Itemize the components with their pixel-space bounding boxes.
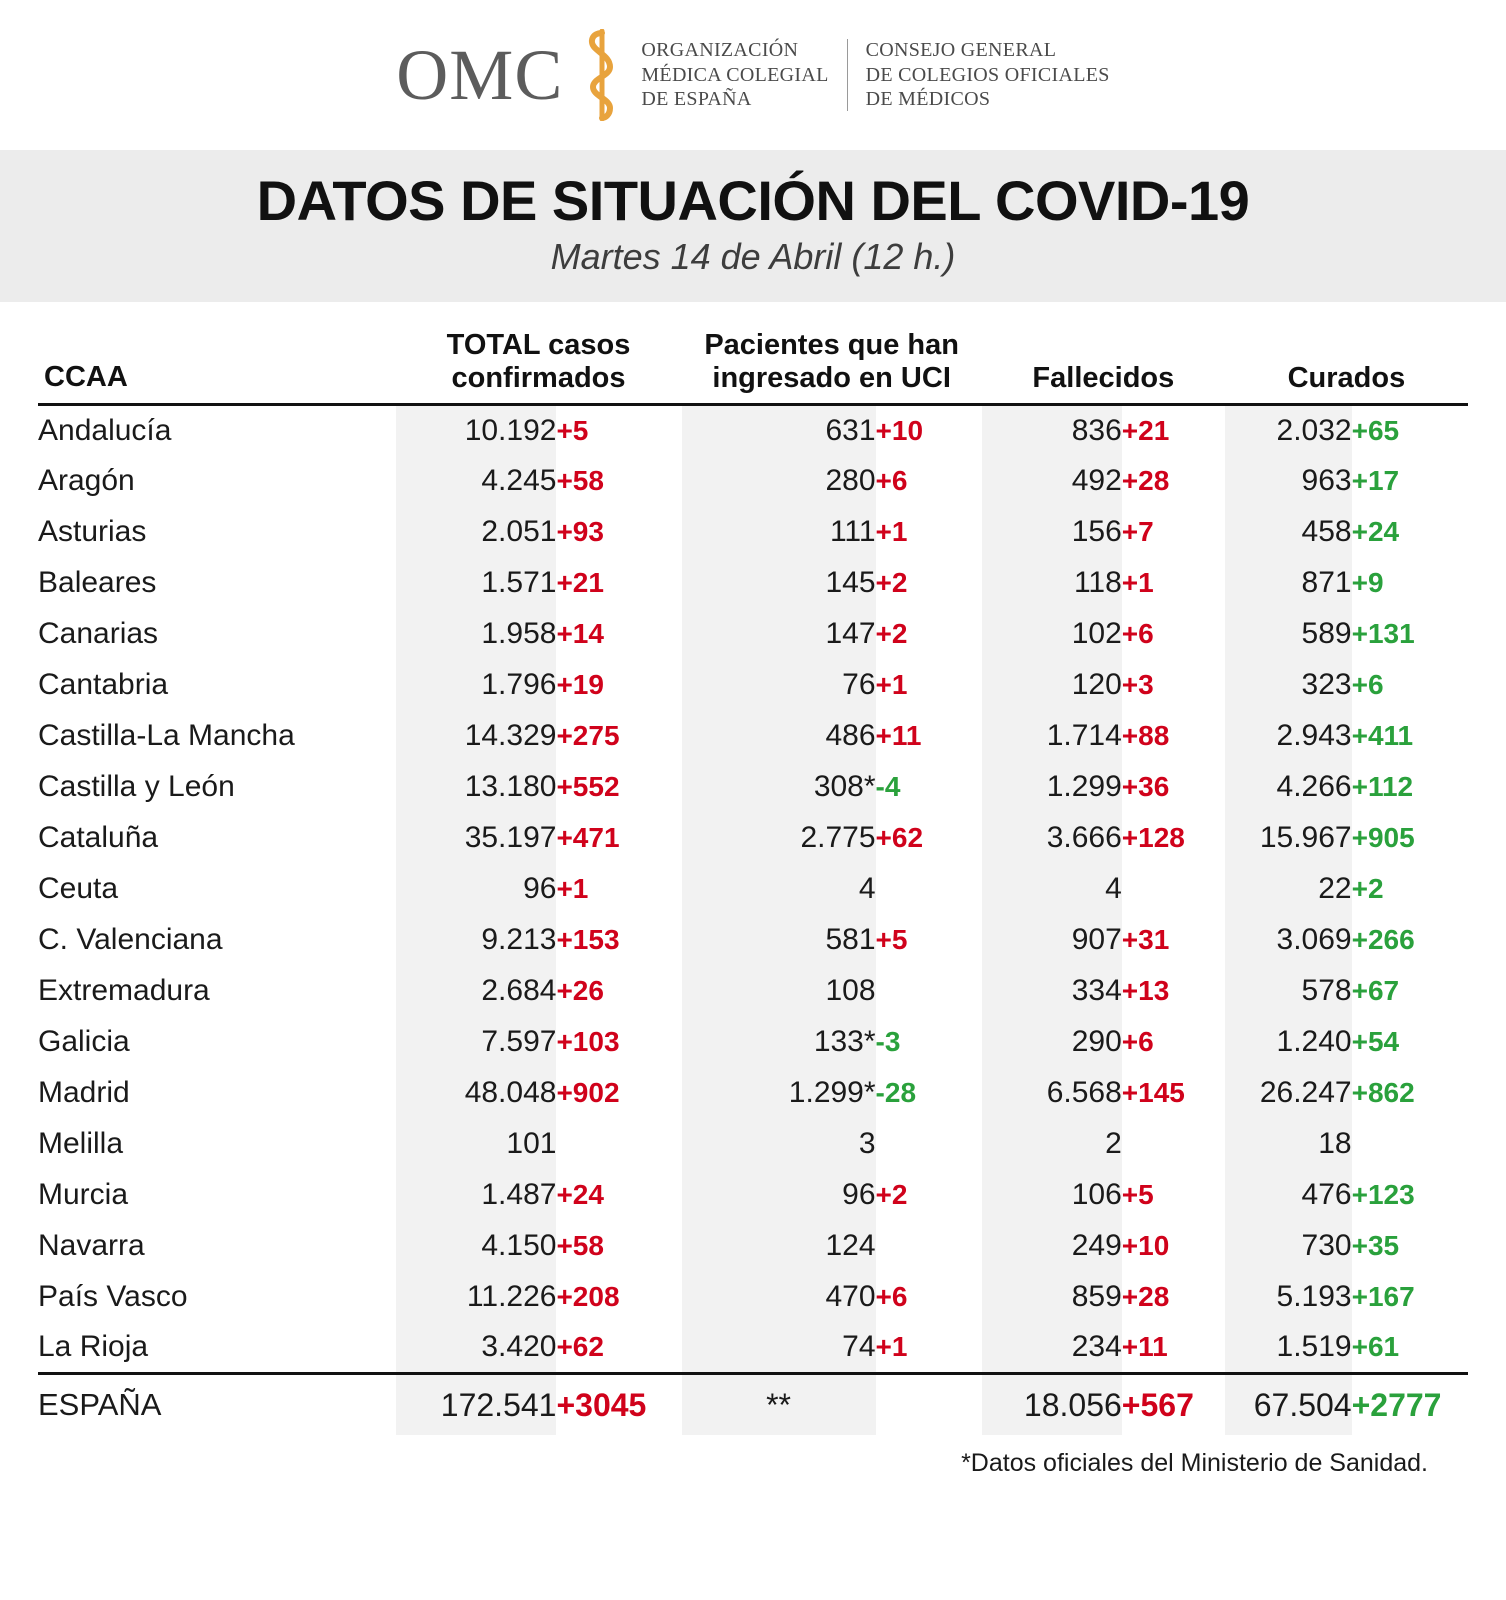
table-row [38, 914, 1468, 965]
row-recovered: 15.967 [1225, 812, 1352, 863]
total-cases-delta: +3045 [556, 1373, 681, 1435]
row-recovered: 963 [1225, 455, 1352, 506]
row-region-name: Castilla y León [38, 769, 235, 803]
column-header-uci [682, 328, 982, 400]
row-region-name: Galicia [38, 1024, 130, 1058]
row-recovered-delta: +54 [1351, 1025, 1400, 1057]
table-footnote: *Datos oficiales del Ministerio de Sanidad. [961, 1449, 1428, 1478]
table-row [38, 1118, 1468, 1169]
row-total-delta: +24 [556, 1178, 604, 1210]
row-total-delta: +902 [556, 1076, 620, 1108]
row-uci: 108 [682, 965, 876, 1016]
table-row [38, 455, 1468, 506]
logo-divider [847, 39, 848, 111]
row-uci: 2.775 [682, 812, 876, 863]
row-total-delta: +208 [556, 1280, 620, 1312]
row-recovered-delta: +411 [1351, 719, 1414, 751]
row-region-name: Asturias [38, 514, 147, 548]
row-recovered: 476 [1225, 1169, 1352, 1220]
row-recovered-delta: +131 [1351, 617, 1415, 649]
row-uci: 111 [682, 506, 876, 557]
row-deaths: 120 [982, 659, 1122, 710]
row-recovered: 458 [1225, 506, 1352, 557]
row-recovered-delta: +17 [1351, 464, 1400, 496]
row-deaths-delta [1122, 863, 1225, 914]
row-deaths-delta: +36 [1121, 770, 1170, 802]
total-deaths-delta: +567 [1122, 1373, 1225, 1435]
row-total-cases: 4.245 [396, 455, 557, 506]
row-total-cases: 11.226 [396, 1271, 557, 1322]
row-uci-delta: +10 [875, 414, 924, 446]
row-deaths: 249 [982, 1220, 1122, 1271]
row-uci-delta: +11 [875, 719, 922, 751]
row-uci-delta: -4 [875, 770, 901, 802]
row-deaths-delta: +28 [1121, 1280, 1170, 1312]
row-deaths-delta: +1 [1121, 566, 1154, 598]
row-region-name: Melilla [38, 1126, 124, 1160]
total-recovered: 67.504 [1225, 1373, 1352, 1435]
row-deaths: 106 [982, 1169, 1122, 1220]
row-recovered: 3.069 [1225, 914, 1352, 965]
row-uci: 74 [682, 1322, 876, 1373]
row-recovered-delta: +266 [1351, 923, 1415, 955]
row-uci: 470 [682, 1271, 876, 1322]
table-header-row [38, 328, 1468, 400]
row-recovered-delta: +905 [1351, 821, 1415, 853]
row-recovered: 1.519 [1225, 1322, 1352, 1373]
row-recovered: 18 [1225, 1118, 1352, 1169]
row-region-name: Andalucía [38, 413, 172, 447]
table-row [38, 404, 1468, 455]
row-total-cases: 48.048 [396, 1067, 557, 1118]
row-total-delta: +14 [556, 617, 604, 649]
table-total-row [38, 1373, 1468, 1435]
row-total-delta: +552 [556, 770, 620, 802]
row-total-delta: +5 [556, 414, 589, 446]
total-label: ESPAÑA [38, 1373, 396, 1435]
row-uci: 124 [682, 1220, 876, 1271]
caduceus-icon [579, 29, 625, 121]
table-row [38, 1322, 1468, 1373]
row-uci-delta: +6 [875, 464, 908, 496]
row-total-delta: +471 [556, 821, 620, 853]
table-row [38, 506, 1468, 557]
row-deaths: 3.666 [982, 812, 1122, 863]
row-uci-delta [876, 1220, 982, 1271]
row-deaths-delta: +10 [1121, 1229, 1170, 1261]
row-total-delta: +93 [556, 515, 604, 547]
row-total-cases: 101 [396, 1118, 557, 1169]
omc-logo [396, 29, 1109, 121]
row-recovered-delta: +9 [1351, 566, 1384, 598]
table-row [38, 659, 1468, 710]
row-total-cases: 4.150 [396, 1220, 557, 1271]
row-recovered: 323 [1225, 659, 1352, 710]
row-recovered-delta: +35 [1351, 1229, 1400, 1261]
org-right-line2: DE COLEGIOS OFICIALES [865, 63, 1110, 86]
row-recovered: 2.032 [1225, 404, 1352, 455]
row-uci: 133* [682, 1016, 876, 1067]
row-deaths-delta: +128 [1121, 821, 1185, 853]
row-deaths: 234 [982, 1322, 1122, 1373]
row-uci: 1.299* [682, 1067, 876, 1118]
row-deaths-delta: +11 [1121, 1331, 1168, 1363]
table-row [38, 812, 1468, 863]
column-header-fallecidos: Fallecidos [1032, 361, 1175, 394]
row-recovered-delta: +862 [1351, 1076, 1415, 1108]
row-total-cases: 13.180 [396, 761, 557, 812]
total-recovered-delta: +2777 [1352, 1373, 1468, 1435]
row-uci-delta: +5 [875, 923, 908, 955]
row-deaths: 334 [982, 965, 1122, 1016]
column-header-total [396, 328, 682, 400]
total-cases: 172.541 [396, 1373, 557, 1435]
row-recovered-delta: +123 [1351, 1178, 1415, 1210]
row-deaths: 836 [982, 404, 1122, 455]
row-uci: 76 [682, 659, 876, 710]
row-region-name: La Rioja [38, 1330, 149, 1364]
row-deaths-delta: +21 [1121, 414, 1170, 446]
row-deaths-delta: +6 [1121, 617, 1154, 649]
row-total-cases: 10.192 [396, 404, 557, 455]
row-deaths: 102 [982, 608, 1122, 659]
row-recovered-delta: +24 [1351, 515, 1400, 547]
row-uci-delta [876, 1118, 982, 1169]
row-region-name: Murcia [38, 1177, 129, 1211]
row-total-cases: 9.213 [396, 914, 557, 965]
row-deaths: 156 [982, 506, 1122, 557]
row-deaths: 290 [982, 1016, 1122, 1067]
covid-data-table [38, 328, 1468, 1435]
row-uci: 145 [682, 557, 876, 608]
row-uci-delta: +6 [875, 1280, 908, 1312]
row-deaths-delta [1122, 1118, 1225, 1169]
row-total-cases: 2.684 [396, 965, 557, 1016]
row-uci-delta: -28 [875, 1076, 917, 1108]
row-recovered: 730 [1225, 1220, 1352, 1271]
row-uci: 96 [682, 1169, 876, 1220]
row-region-name: Baleares [38, 565, 157, 599]
row-region-name: Cataluña [38, 820, 159, 854]
table-body [38, 404, 1468, 1435]
row-uci: 4 [682, 863, 876, 914]
row-total-cases: 1.796 [396, 659, 557, 710]
row-region-name: Castilla-La Mancha [38, 718, 295, 752]
table-row [38, 710, 1468, 761]
row-deaths: 492 [982, 455, 1122, 506]
row-recovered: 578 [1225, 965, 1352, 1016]
table-row [38, 965, 1468, 1016]
column-header-uci-line2: ingresado en UCI [712, 361, 951, 394]
row-deaths-delta: +13 [1121, 974, 1170, 1006]
row-uci-delta: +1 [875, 668, 908, 700]
org-left-line1: ORGANIZACIÓN [641, 39, 799, 62]
row-recovered: 26.247 [1225, 1067, 1352, 1118]
row-total-cases: 3.420 [396, 1322, 557, 1373]
table-row [38, 1016, 1468, 1067]
page-subtitle: Martes 14 de Abril (12 h.) [550, 235, 956, 277]
total-deaths: 18.056 [982, 1373, 1122, 1435]
row-deaths: 2 [982, 1118, 1122, 1169]
row-deaths-delta: +6 [1121, 1025, 1154, 1057]
row-total-delta: +103 [556, 1025, 620, 1057]
row-recovered: 1.240 [1225, 1016, 1352, 1067]
row-region-name: Extremadura [38, 973, 210, 1007]
logo-header [0, 0, 1506, 150]
row-deaths-delta: +145 [1121, 1076, 1185, 1108]
row-recovered: 589 [1225, 608, 1352, 659]
row-recovered: 22 [1225, 863, 1352, 914]
row-deaths: 4 [982, 863, 1122, 914]
row-uci-delta: -3 [875, 1025, 901, 1057]
row-total-cases: 7.597 [396, 1016, 557, 1067]
row-uci-delta: +2 [875, 617, 908, 649]
row-region-name: Canarias [38, 616, 159, 650]
table-row [38, 863, 1468, 914]
column-header-total-line2: confirmados [451, 361, 626, 394]
row-uci-delta: +1 [875, 1331, 908, 1363]
row-total-cases: 1.571 [396, 557, 557, 608]
row-total-delta: +19 [556, 668, 604, 700]
column-header-curados: Curados [1287, 361, 1406, 394]
row-deaths-delta: +88 [1121, 719, 1170, 751]
row-deaths-delta: +3 [1121, 668, 1154, 700]
row-recovered: 2.943 [1225, 710, 1352, 761]
row-deaths-delta: +28 [1121, 464, 1170, 496]
row-total-cases: 35.197 [396, 812, 557, 863]
org-right-line1: CONSEJO GENERAL [865, 39, 1057, 62]
table-head [38, 328, 1468, 404]
row-deaths: 859 [982, 1271, 1122, 1322]
row-uci-delta [876, 863, 982, 914]
row-uci: 486 [682, 710, 876, 761]
row-recovered-delta: +167 [1351, 1280, 1415, 1312]
total-uci-delta [876, 1373, 982, 1435]
row-total-cases: 1.487 [396, 1169, 557, 1220]
org-names [641, 38, 1109, 111]
row-uci-delta [876, 965, 982, 1016]
row-recovered-delta: +112 [1351, 770, 1414, 802]
row-recovered-delta: +6 [1351, 668, 1384, 700]
table-row [38, 1271, 1468, 1322]
row-deaths: 907 [982, 914, 1122, 965]
row-region-name: Cantabria [38, 667, 169, 701]
row-recovered: 5.193 [1225, 1271, 1352, 1322]
row-region-name: C. Valenciana [38, 922, 223, 956]
row-total-delta: +62 [556, 1331, 604, 1363]
total-uci: ** [682, 1373, 876, 1435]
row-total-cases: 2.051 [396, 506, 557, 557]
table-row [38, 1220, 1468, 1271]
row-total-delta [556, 1118, 681, 1169]
row-region-name: Madrid [38, 1075, 130, 1109]
row-deaths: 1.299 [982, 761, 1122, 812]
row-uci: 308* [682, 761, 876, 812]
row-total-delta: +275 [556, 719, 620, 751]
row-recovered-delta [1352, 1118, 1468, 1169]
table-row [38, 557, 1468, 608]
column-header-ccaa: CCAA [44, 361, 128, 394]
row-total-delta: +153 [556, 923, 620, 955]
title-band [0, 150, 1506, 302]
row-recovered-delta: +61 [1351, 1331, 1400, 1363]
row-deaths-delta: +5 [1121, 1178, 1154, 1210]
row-region-name: País Vasco [38, 1279, 188, 1313]
row-region-name: Aragón [38, 463, 135, 497]
org-left-line2: MÉDICA COLEGIAL [641, 63, 829, 86]
row-uci: 581 [682, 914, 876, 965]
row-deaths: 118 [982, 557, 1122, 608]
row-total-cases: 14.329 [396, 710, 557, 761]
row-total-delta: +21 [556, 566, 604, 598]
row-deaths: 6.568 [982, 1067, 1122, 1118]
row-uci: 3 [682, 1118, 876, 1169]
row-recovered: 871 [1225, 557, 1352, 608]
row-uci: 631 [682, 404, 876, 455]
row-total-cases: 96 [396, 863, 557, 914]
row-deaths-delta: +7 [1121, 515, 1154, 547]
row-total-cases: 1.958 [396, 608, 557, 659]
row-uci-delta: +2 [875, 1178, 908, 1210]
table-row [38, 1169, 1468, 1220]
row-uci: 147 [682, 608, 876, 659]
omc-wordmark: OMC [396, 35, 564, 115]
row-recovered-delta: +65 [1351, 414, 1400, 446]
data-table-area [0, 302, 1506, 1478]
table-row [38, 1067, 1468, 1118]
column-header-uci-line1: Pacientes que han [704, 329, 959, 362]
row-uci-delta: +62 [875, 821, 924, 853]
row-region-name: Ceuta [38, 871, 119, 905]
row-uci-delta: +1 [875, 515, 908, 547]
row-total-delta: +58 [556, 464, 604, 496]
row-total-delta: +26 [556, 974, 604, 1006]
row-total-delta: +1 [556, 872, 589, 904]
org-right-line3: DE MÉDICOS [865, 88, 991, 111]
table-row [38, 608, 1468, 659]
row-total-delta: +58 [556, 1229, 604, 1261]
org-left-line3: DE ESPAÑA [641, 88, 752, 111]
row-region-name: Navarra [38, 1228, 145, 1262]
row-recovered-delta: +67 [1351, 974, 1400, 1006]
row-recovered-delta: +2 [1351, 872, 1384, 904]
row-uci-delta: +2 [875, 566, 908, 598]
table-row [38, 761, 1468, 812]
page-title: DATOS DE SITUACIÓN DEL COVID-19 [256, 169, 1250, 232]
row-deaths-delta: +31 [1121, 923, 1170, 955]
row-uci: 280 [682, 455, 876, 506]
row-recovered: 4.266 [1225, 761, 1352, 812]
column-header-total-line1: TOTAL casos [446, 329, 631, 362]
row-deaths: 1.714 [982, 710, 1122, 761]
